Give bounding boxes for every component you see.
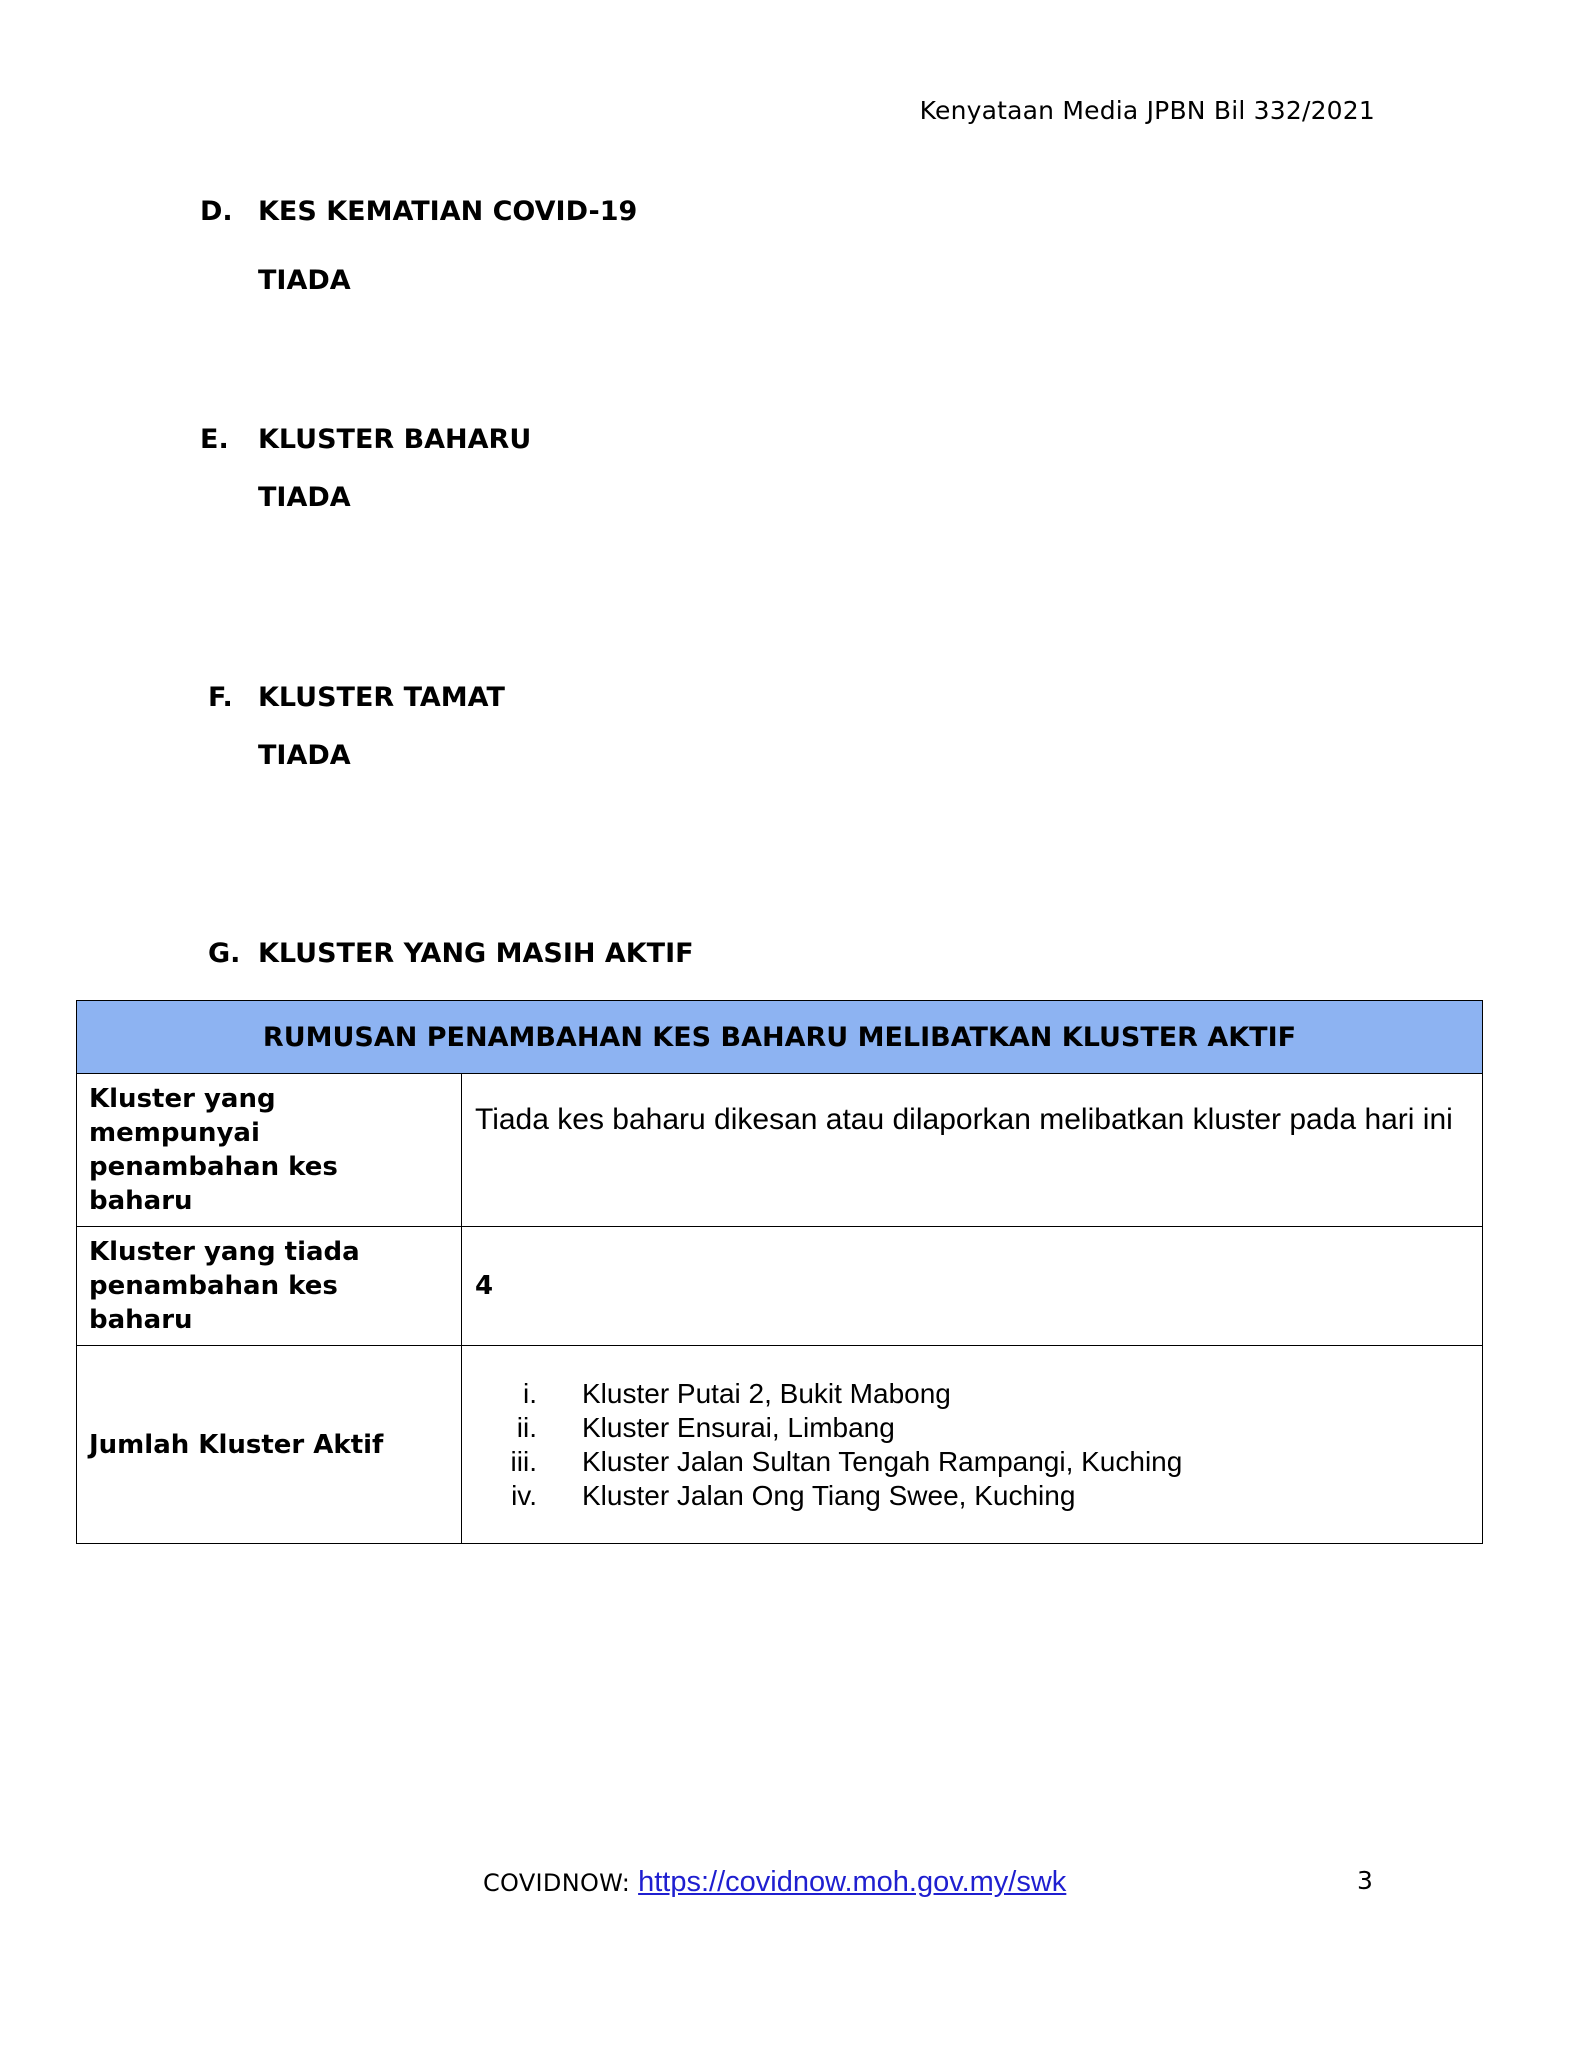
cluster-name: Kluster Jalan Sultan Tengah Rampangi, Kuching: [582, 1445, 1183, 1477]
cluster-number: iii.: [510, 1445, 537, 1477]
section-d-title: KES KEMATIAN COVID-19: [258, 196, 638, 227]
row-label-new-cases: Kluster yang mempunyai penambahan kes baharu: [77, 1074, 462, 1227]
section-g-letter: G.: [208, 938, 241, 969]
active-cluster-summary-table: [76, 1000, 1483, 1544]
table-row: [77, 1227, 1483, 1346]
table-heading: RUMUSAN PENAMBAHAN KES BAHARU MELIBATKAN KLUSTER AKTIF: [77, 1001, 1483, 1074]
section-d-value: TIADA: [258, 265, 351, 296]
list-item: [475, 1479, 1469, 1513]
cluster-name: Kluster Jalan Ong Tiang Swee, Kuching: [582, 1479, 1076, 1511]
section-f-heading: [200, 682, 1100, 713]
list-item: [475, 1377, 1469, 1411]
section-g-title: KLUSTER YANG MASIH AKTIF: [258, 938, 694, 969]
active-cluster-list: [475, 1369, 1469, 1521]
section-f-letter: F.: [208, 682, 233, 713]
section-e-heading: [200, 424, 1100, 455]
footer-prefix: COVIDNOW:: [483, 1869, 631, 1897]
footer: [483, 1866, 1066, 1899]
page-header-reference: Kenyataan Media JPBN Bil 332/2021: [919, 96, 1375, 125]
table-header-row: [77, 1001, 1483, 1074]
list-item: [475, 1411, 1469, 1445]
section-f-title: KLUSTER TAMAT: [258, 682, 505, 713]
row-value-total-active: [462, 1346, 1483, 1544]
section-d: [200, 196, 1100, 296]
section-e-title: KLUSTER BAHARU: [258, 424, 532, 455]
section-d-letter: D.: [200, 196, 233, 227]
section-f: [200, 682, 1100, 771]
cluster-number: ii.: [516, 1411, 537, 1443]
page-number: 3: [1357, 1866, 1373, 1895]
cluster-name: Kluster Putai 2, Bukit Mabong: [582, 1377, 951, 1409]
row-value-new-cases: Tiada kes baharu dikesan atau dilaporkan melibatkan kluster pada hari ini: [462, 1074, 1483, 1227]
table-row: [77, 1346, 1483, 1544]
cluster-number: i.: [523, 1377, 537, 1409]
section-e-value: TIADA: [258, 482, 351, 513]
cluster-number: iv.: [511, 1479, 537, 1511]
row-value-no-new-cases: 4: [462, 1227, 1483, 1346]
table-row: [77, 1074, 1483, 1227]
section-e: [200, 424, 1100, 513]
row-label-total-active: Jumlah Kluster Aktif: [77, 1346, 462, 1544]
row-label-no-new-cases: Kluster yang tiada penambahan kes baharu: [77, 1227, 462, 1346]
section-f-value: TIADA: [258, 740, 351, 771]
section-g-heading: [200, 938, 1100, 969]
cluster-name: Kluster Ensurai, Limbang: [582, 1411, 895, 1443]
section-d-heading: [200, 196, 1100, 227]
section-e-letter: E.: [200, 424, 229, 455]
section-g: [200, 938, 1100, 969]
covidnow-link[interactable]: https://covidnow.moh.gov.my/swk: [638, 1866, 1067, 1898]
list-item: [475, 1445, 1469, 1479]
